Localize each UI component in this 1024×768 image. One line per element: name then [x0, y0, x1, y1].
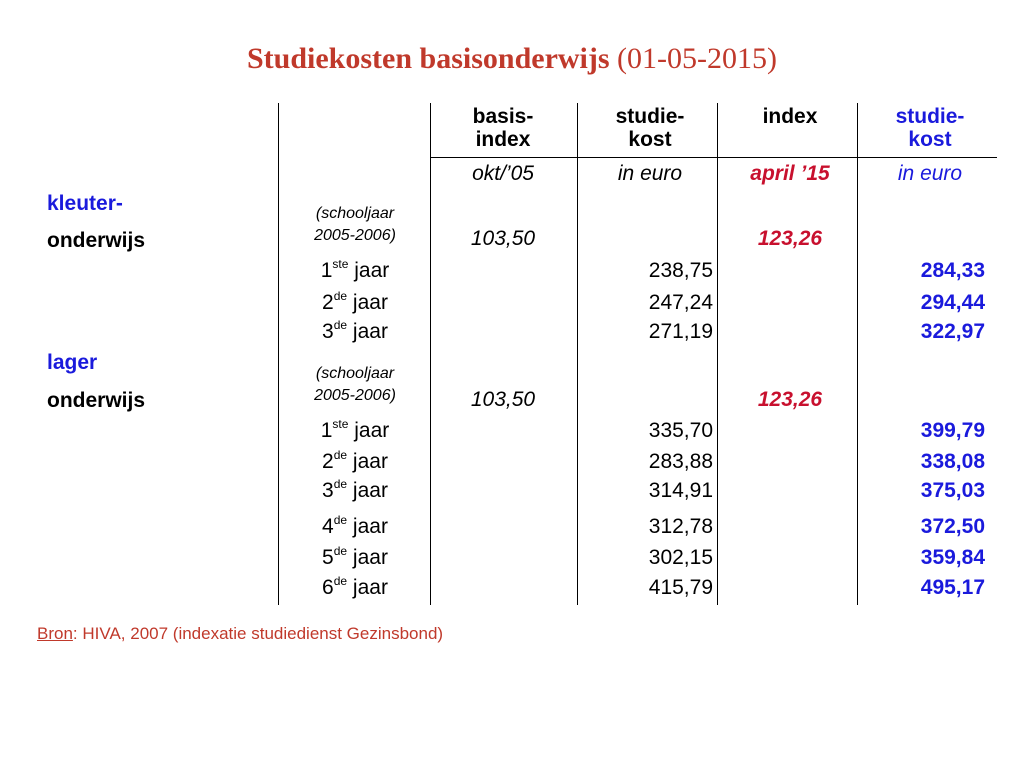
cost-old: 247,24 — [648, 291, 713, 314]
cost-old: 314,91 — [648, 479, 713, 502]
cost-new: 359,84 — [920, 546, 985, 569]
page-title — [0, 42, 1024, 76]
cost-old: 238,75 — [648, 259, 713, 282]
table-vline-2 — [430, 103, 431, 605]
cost-new: 375,03 — [920, 479, 985, 502]
cost-new: 372,50 — [920, 515, 985, 538]
cost-old: 312,78 — [648, 515, 713, 538]
cost-new: 338,08 — [920, 450, 985, 473]
cost-old: 302,15 — [648, 546, 713, 569]
row-label: 3de jaar — [322, 477, 388, 502]
section-label-kleuter: kleuter- — [47, 192, 123, 215]
row-label: 4de jaar — [322, 513, 388, 538]
base-index-1: 103,50 — [470, 227, 536, 250]
schoolyear-label-2: (schooljaar 2005-2006) — [314, 365, 396, 404]
header-index: index — [762, 105, 818, 128]
cost-old: 271,19 — [648, 320, 713, 343]
header-studiekost-old: studie- kost — [615, 105, 685, 151]
subheader-april15: april ’15 — [750, 162, 830, 185]
cost-new: 322,97 — [920, 320, 985, 343]
source-label: Bron — [37, 624, 73, 643]
title-date: (01-05-2015) — [617, 42, 778, 75]
row-label: 6de jaar — [322, 574, 388, 599]
cost-new: 284,33 — [920, 259, 985, 282]
row-label: 2de jaar — [322, 289, 388, 314]
cost-new: 495,17 — [920, 576, 985, 599]
section-label-lager-2: onderwijs — [47, 389, 146, 412]
subheader-in-euro-old: in euro — [617, 162, 683, 185]
new-index-2: 123,26 — [757, 388, 823, 411]
base-index-2: 103,50 — [470, 388, 536, 411]
header-underline — [430, 157, 997, 158]
row-label: 1ste jaar — [320, 417, 390, 442]
table-vline-1 — [278, 103, 279, 605]
header-basis-index: basis- index — [472, 105, 534, 151]
new-index-1: 123,26 — [757, 227, 823, 250]
subheader-in-euro-new: in euro — [897, 162, 963, 185]
schoolyear-label-1: (schooljaar 2005-2006) — [314, 205, 396, 244]
cost-old: 283,88 — [648, 450, 713, 473]
source-text: HIVA, 2007 (indexatie studiedienst Gezinsbond) — [77, 624, 444, 643]
section-label-lager: lager — [47, 351, 98, 374]
source-note: Bron: HIVA, 2007 (indexatie studiedienst Gezinsbond) — [37, 624, 444, 643]
title-main: Studiekosten basisonderwijs — [246, 42, 610, 75]
row-label: 5de jaar — [322, 544, 388, 569]
cost-old: 415,79 — [648, 576, 713, 599]
cost-new: 294,44 — [920, 291, 985, 314]
section-label-kleuter-2: onderwijs — [47, 229, 146, 252]
cost-new: 399,79 — [920, 419, 985, 442]
row-label: 2de jaar — [322, 448, 388, 473]
cost-old: 335,70 — [648, 419, 713, 442]
subheader-okt05: okt/’05 — [472, 162, 534, 185]
row-label: 1ste jaar — [320, 257, 390, 282]
header-studiekost-new: studie- kost — [895, 105, 965, 151]
table-vline-3 — [577, 103, 578, 605]
row-label: 3de jaar — [322, 318, 388, 343]
